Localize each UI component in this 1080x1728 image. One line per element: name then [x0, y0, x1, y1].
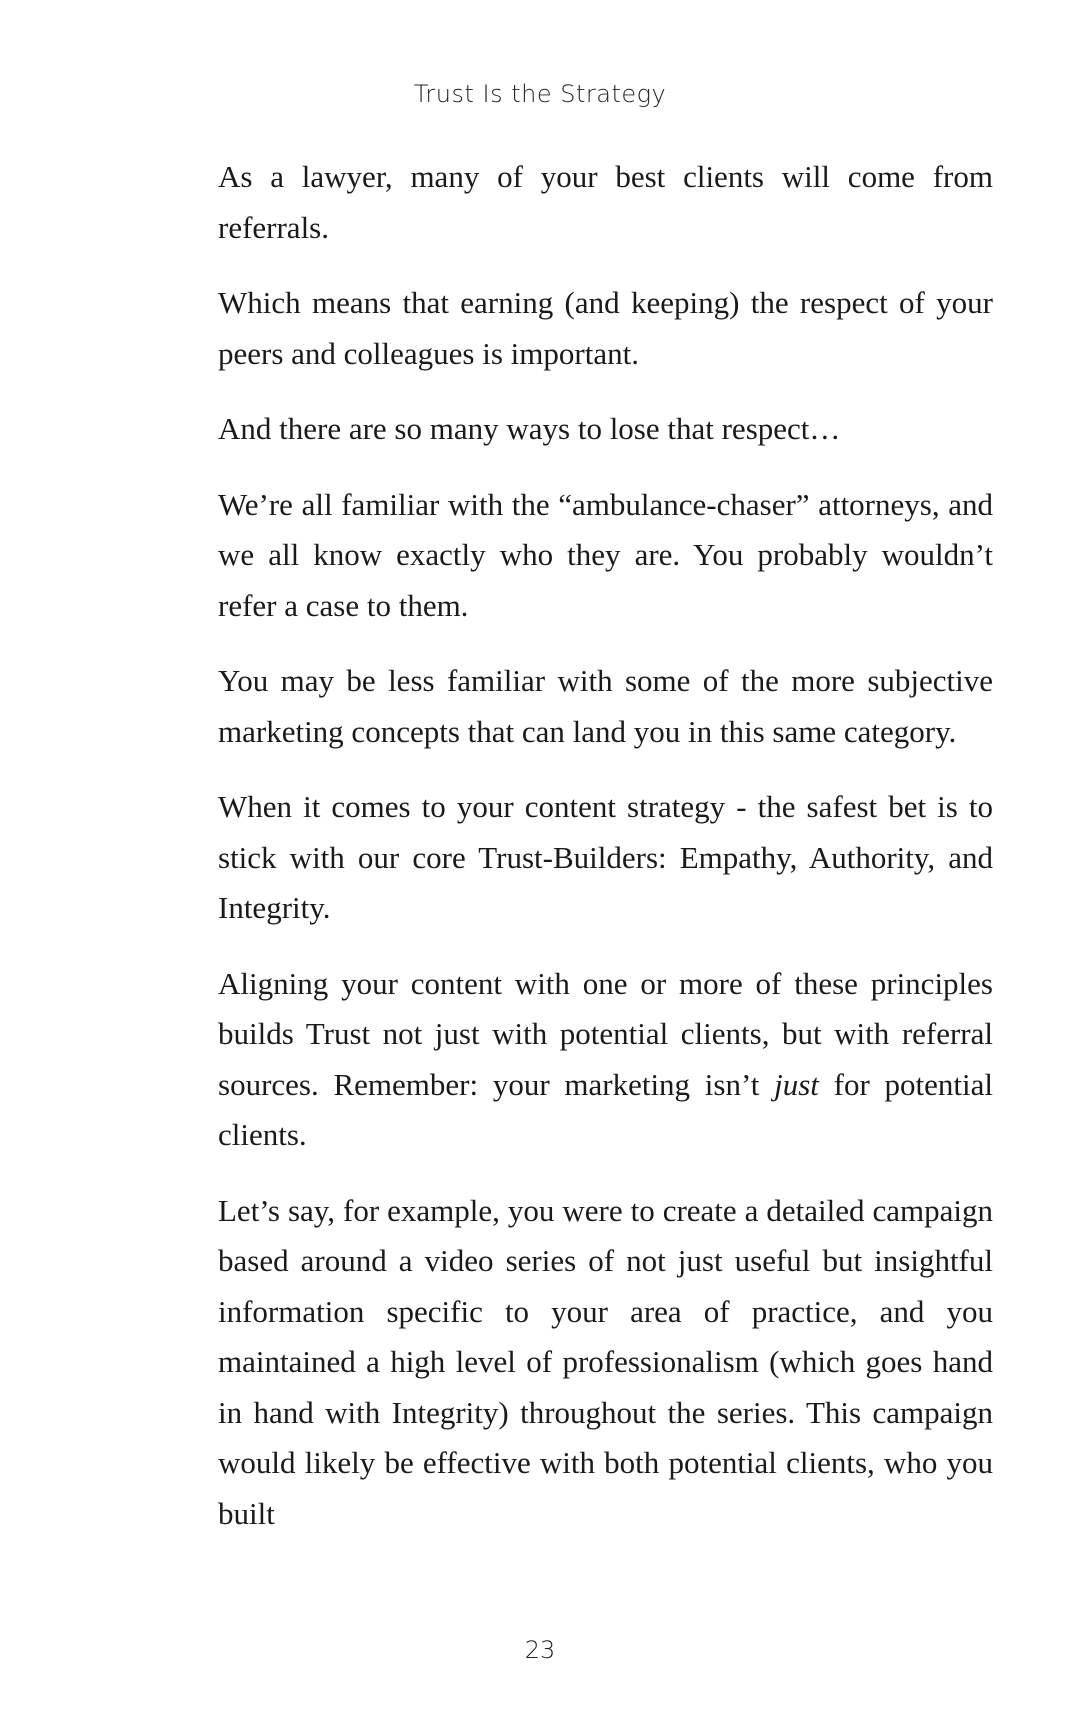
- paragraph-text: Aligning your content with one or more of these principles builds Trust not just with potential clients, but with referral sources. Remember: your marketing isn’t: [218, 965, 993, 1102]
- paragraph: We’re all familiar with the “ambulance-chaser” attorneys, and we all know exactly who they are. You probably wouldn’t refer a case to them.: [218, 486, 993, 623]
- paragraph: And there are so many ways to lose that respect…: [218, 411, 841, 446]
- paragraph: As a lawyer, many of your best clients will come from referrals.: [218, 159, 993, 245]
- paragraph: Let’s say, for example, you were to create a detailed campaign based around a video series of not just useful but insightful information specific to your area of practice, and you maintained a high level of professionalism (which goes hand in hand with Integrity) throughout the series. This campaign would likely be effective with both potential clients, who you built: [218, 1192, 993, 1531]
- emphasis-text: just: [774, 1066, 819, 1102]
- paragraph: You may be less familiar with some of the more subjective marketing concepts that can land you in this same category.: [218, 663, 993, 749]
- paragraph: [218, 959, 993, 1161]
- page-body: [218, 152, 993, 1539]
- paragraph: Which means that earning (and keeping) the respect of your peers and colleagues is important.: [218, 285, 993, 371]
- paragraph: When it comes to your content strategy - the safest bet is to stick with our core Trust-Builders: Empathy, Authority, and Integrity.: [218, 789, 993, 925]
- running-head: Trust Is the Strategy: [413, 80, 667, 108]
- paragraph-text: for potential clients.: [218, 1066, 993, 1152]
- page-number: 23: [524, 1636, 556, 1664]
